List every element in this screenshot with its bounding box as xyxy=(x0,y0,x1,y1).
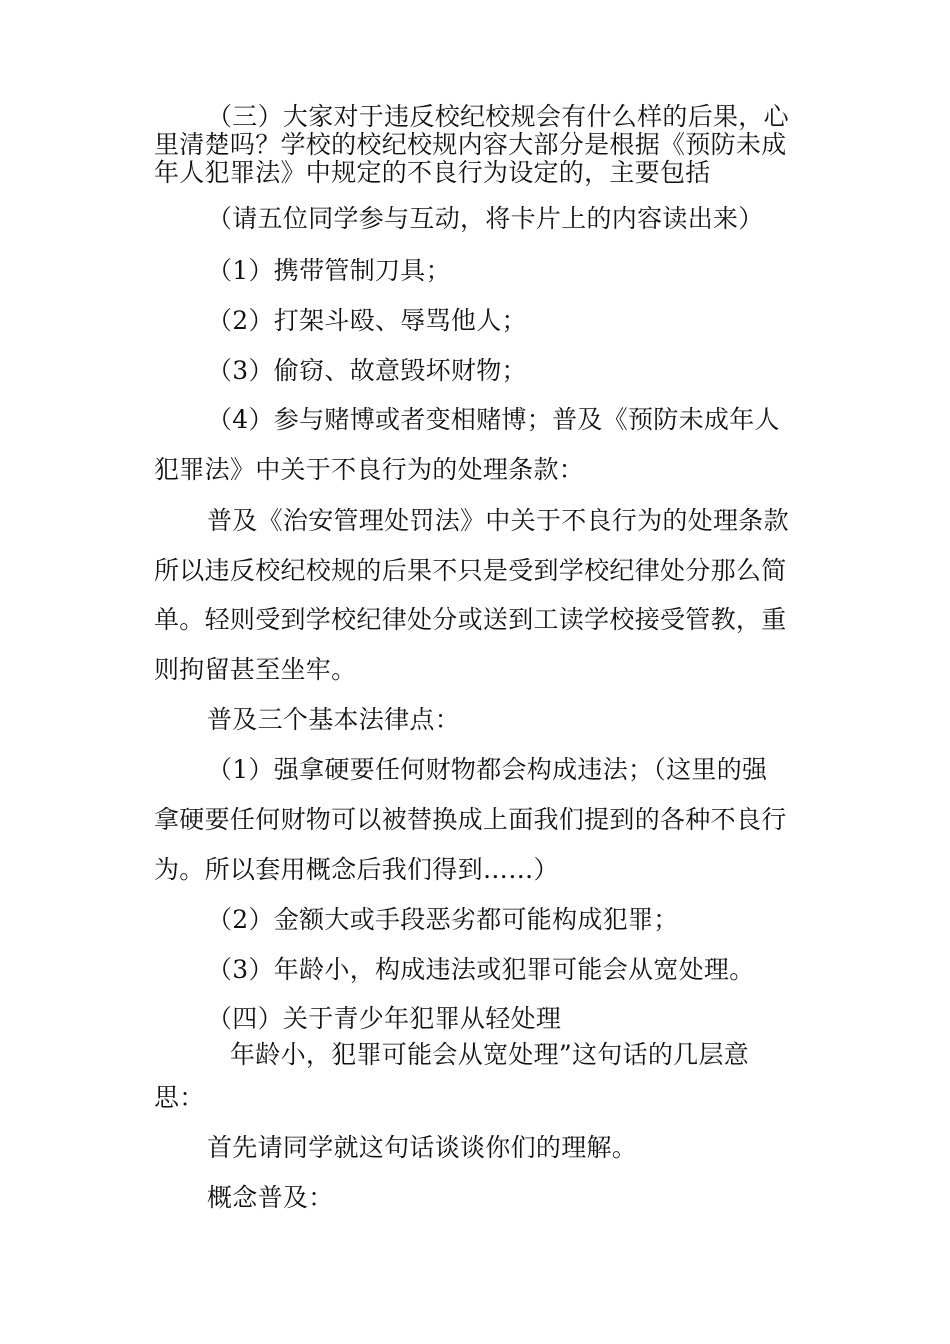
paragraph-line: 则拘留甚至坐牢。 xyxy=(154,655,357,684)
paragraph-line: 思： xyxy=(154,1083,205,1112)
paragraph-line: 年人犯罪法》中规定的不良行为设定的，主要包括 xyxy=(154,158,711,187)
paragraph-line: 单。轻则受到学校纪律处分或送到工读学校接受管教，重 xyxy=(154,605,787,634)
paragraph-line: 首先请同学就这句话谈谈你们的理解。 xyxy=(207,1133,638,1162)
paragraph-line: 概念普及： xyxy=(207,1183,334,1212)
list-item: （2）金额大或手段恶劣都可能构成犯罪； xyxy=(207,905,679,934)
list-item: （2）打架斗殴、辱骂他人； xyxy=(207,306,527,335)
paragraph-line: 拿硬要任何财物可以被替换成上面我们提到的各种不良行 xyxy=(154,805,787,834)
list-item: （3）偷窃、故意毁坏财物； xyxy=(207,356,527,385)
paragraph-line: （请五位同学参与互动，将卡片上的内容读出来） xyxy=(207,204,764,233)
list-item: （3）年龄小，构成违法或犯罪可能会从宽处理。 xyxy=(207,955,755,984)
paragraph-line: 普及三个基本法律点： xyxy=(207,705,461,734)
paragraph-line: 为。所以套用概念后我们得到……） xyxy=(154,855,559,884)
paragraph-line: （三）大家对于违反校纪校规会有什么样的后果，心 xyxy=(207,102,789,131)
paragraph-line: 犯罪法》中关于不良行为的处理条款： xyxy=(154,455,585,484)
paragraph-line: 普及《治安管理处罚法》中关于不良行为的处理条款 xyxy=(207,506,789,535)
paragraph-line: 年龄小，犯罪可能会从宽处理”这句话的几层意 xyxy=(230,1040,750,1069)
list-item: （1）强拿硬要任何财物都会构成违法；（这里的强 xyxy=(207,755,768,784)
paragraph-line: 所以违反校纪校规的后果不只是受到学校纪律处分那么简 xyxy=(154,556,787,585)
list-item: （4）参与赌博或者变相赌博；普及《预防未成年人 xyxy=(207,405,780,434)
list-item: （1）携带管制刀具； xyxy=(207,256,451,285)
paragraph-line: 里清楚吗？学校的校纪校规内容大部分是根据《预防未成 xyxy=(154,130,787,159)
section-heading: （四）关于青少年犯罪从轻处理 xyxy=(207,1004,562,1033)
